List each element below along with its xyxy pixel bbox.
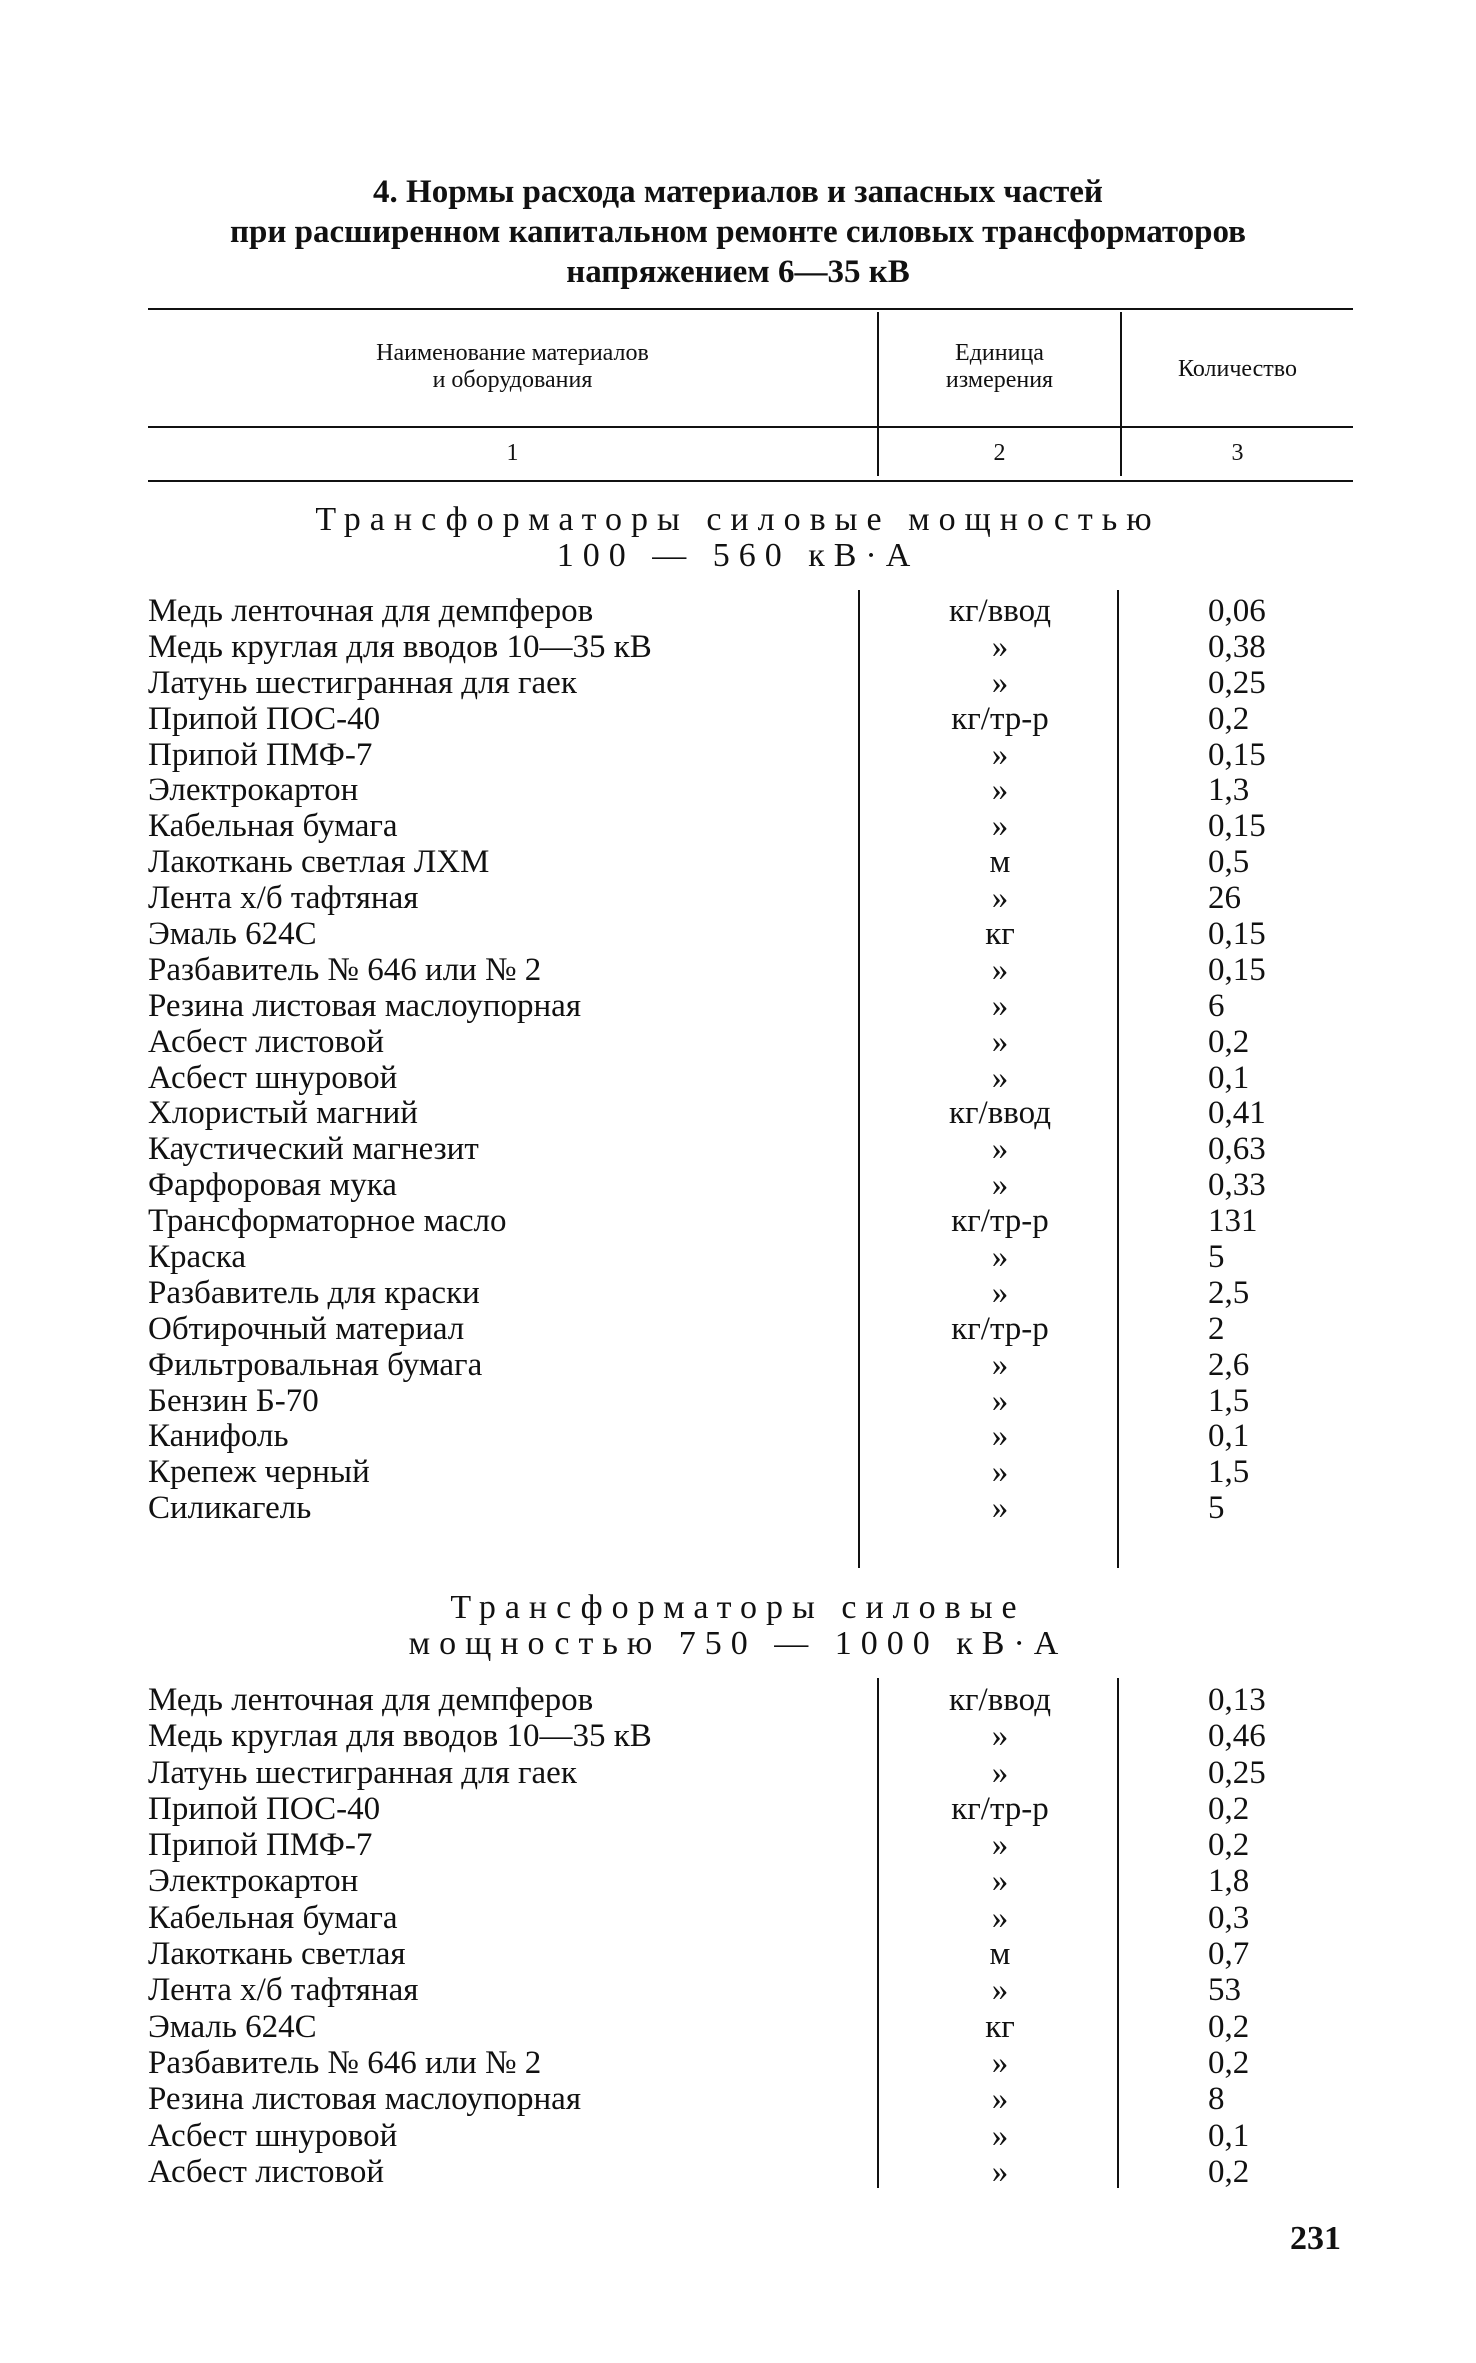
quantity-cell: 0,33 [1208,1167,1266,1204]
unit-cell: » [991,808,1009,845]
quantity-cell: 0,15 [1208,951,1266,988]
material-name-cell: Асбест шнуровой [148,2117,398,2154]
unit-cell: кг/ввод [948,593,1051,629]
quantity-cell: 0,2 [1208,2153,1250,2190]
table-row [148,1203,1353,1239]
unit-cell: » [991,1167,1009,1204]
unit-cell: » [991,1972,1009,2009]
material-name-cell: Фарфоровая мука [148,1167,397,1204]
header-col-name-line-2: и оборудования [432,367,593,393]
table-row [148,1454,1353,1490]
material-name-cell: Резина листовая маслоупорная [148,987,582,1024]
quantity-cell: 0,2 [1208,2044,1250,2081]
unit-cell: » [991,1863,1009,1900]
unit-cell: » [991,2081,1009,2118]
table-row [148,1718,1353,1754]
table-row [148,916,1353,952]
quantity-cell: 6 [1208,987,1225,1024]
table-row [148,665,1353,701]
material-name-cell: Разбавитель для краски [148,1274,480,1311]
table-row [148,737,1353,773]
unit-cell: » [991,987,1009,1024]
quantity-cell: 0,2 [1208,700,1250,737]
unit-cell: кг/тр-р [951,1310,1049,1347]
quantity-cell: 0,3 [1208,1899,1250,1936]
material-name-cell: Хлористый магний [148,1095,418,1132]
unit-cell: » [991,1274,1009,1311]
table-row [148,1275,1353,1311]
table-row [148,2081,1353,2117]
table-title [0,172,1476,292]
table-row [148,1936,1353,1972]
table-row [148,772,1353,808]
table-row [148,2009,1353,2045]
material-name-cell: Резина листовая маслоупорная [148,2081,582,2118]
title-line-2: при расширенном капитальном ремонте силовых трансформаторов [230,214,1246,250]
unit-cell: » [991,1454,1009,1491]
page-number: 231 [1290,2220,1341,2257]
header-col-unit-line-1: Единица [955,340,1044,366]
material-name-cell: Припой ПМФ-7 [148,736,373,773]
table-row [148,1167,1353,1203]
unit-cell: кг/ввод [948,1095,1051,1132]
section-heading-2 [0,1590,1476,1662]
section-heading-1 [0,502,1476,574]
table-row [148,1383,1353,1419]
table-row [148,1490,1353,1526]
material-name-cell: Трансформаторное масло [148,1203,507,1240]
unit-cell: » [991,2044,1009,2081]
unit-cell: » [991,772,1009,809]
table-row [148,1131,1353,1167]
unit-cell: » [991,1023,1009,1060]
unit-cell: » [991,1131,1009,1168]
unit-cell: » [991,2153,1009,2190]
quantity-cell: 0,15 [1208,916,1266,953]
header-top-rule [148,308,1353,310]
section-heading-1-line-1: Трансформаторы силовые мощностью [315,501,1161,538]
unit-cell: » [991,1899,1009,1936]
quantity-cell: 1,5 [1208,1382,1250,1419]
quantity-cell: 0,63 [1208,1131,1266,1168]
material-name-cell: Асбест шнуровой [148,1059,398,1096]
material-name-cell: Припой ПОС-40 [148,700,381,737]
table-row [148,1863,1353,1899]
quantity-cell: 2,5 [1208,1274,1250,1311]
unit-cell: кг [985,916,1015,953]
unit-cell: » [991,1490,1009,1527]
table-row [148,844,1353,880]
header-col-name [148,340,877,394]
quantity-cell: 0,25 [1208,1754,1266,1791]
header-col-unit [879,340,1120,394]
unit-cell: кг/тр-р [951,1790,1049,1827]
quantity-cell: 1,8 [1208,1863,1250,1900]
material-name-cell: Бензин Б-70 [148,1382,319,1419]
unit-cell: » [991,736,1009,773]
unit-cell: м [989,844,1011,881]
section-1-rows [148,593,1353,1526]
title-line-3: напряжением 6—35 кВ [566,254,910,290]
header-num-3: 3 [1231,440,1244,466]
material-name-cell: Лакоткань светлая ЛХМ [148,844,490,881]
table-row [148,2045,1353,2081]
material-name-cell: Медь круглая для вводов 10—35 кВ [148,1718,652,1755]
table-row [148,1755,1353,1791]
table-row [148,593,1353,629]
table-row [148,701,1353,737]
material-name-cell: Лента х/б тафтяная [148,1972,419,2009]
table-row [148,1347,1353,1383]
unit-cell: м [989,1936,1011,1973]
material-name-cell: Электрокартон [148,772,359,809]
unit-cell: » [991,1418,1009,1455]
table-row [148,988,1353,1024]
table-row [148,1095,1353,1131]
header-col-unit-line-2: измерения [945,367,1054,393]
quantity-cell: 0,41 [1208,1095,1266,1132]
quantity-cell: 0,13 [1208,1682,1266,1718]
quantity-cell: 0,2 [1208,2008,1250,2045]
material-name-cell: Канифоль [148,1418,289,1455]
material-name-cell: Кабельная бумага [148,808,398,845]
quantity-cell: 1,5 [1208,1454,1250,1491]
quantity-cell: 5 [1208,1239,1225,1276]
material-name-cell: Обтирочный материал [148,1310,465,1347]
quantity-cell: 0,06 [1208,593,1266,629]
material-name-cell: Припой ПМФ-7 [148,1827,373,1864]
quantity-cell: 0,7 [1208,1936,1250,1973]
table-row [148,952,1353,988]
quantity-cell: 0,46 [1208,1718,1266,1755]
quantity-cell: 131 [1208,1203,1258,1240]
header-col-name-line-1: Наименование материалов [376,340,649,366]
material-name-cell: Лента х/б тафтяная [148,880,419,917]
table-row [148,2154,1353,2190]
material-name-cell: Лакоткань светлая [148,1936,406,1973]
quantity-cell: 0,1 [1208,2117,1250,2154]
quantity-cell: 0,1 [1208,1059,1250,1096]
table-row [148,1239,1353,1275]
material-name-cell: Асбест листовой [148,1023,384,1060]
quantity-cell: 0,2 [1208,1827,1250,1864]
unit-cell: » [991,1059,1009,1096]
table-row [148,629,1353,665]
material-name-cell: Краска [148,1239,246,1276]
quantity-cell: 0,5 [1208,844,1250,881]
section-heading-1-line-2: 100 — 560 кВ·А [556,537,920,574]
quantity-cell: 0,2 [1208,1790,1250,1827]
unit-cell: » [991,1346,1009,1383]
material-name-cell: Латунь шестигранная для гаек [148,1754,577,1791]
header-col-qty: Количество [1178,356,1297,382]
quantity-cell: 2,6 [1208,1346,1250,1383]
quantity-cell: 1,3 [1208,772,1250,809]
quantity-cell: 0,1 [1208,1418,1250,1455]
unit-cell: кг/тр-р [951,1203,1049,1240]
section-2-rows [148,1682,1353,2190]
unit-cell: » [991,1382,1009,1419]
unit-cell: » [991,1754,1009,1791]
unit-cell: » [991,628,1009,665]
quantity-cell: 5 [1208,1490,1225,1527]
table-row [148,1972,1353,2008]
header-num-2: 2 [993,440,1006,466]
unit-cell: » [991,1827,1009,1864]
material-name-cell: Крепеж черный [148,1454,370,1491]
table-row [148,1024,1353,1060]
material-name-cell: Медь ленточная для демпферов [148,1682,594,1718]
table-row [148,2118,1353,2154]
unit-cell: кг [985,2008,1015,2045]
unit-cell: кг/тр-р [951,700,1049,737]
material-name-cell: Разбавитель № 646 или № 2 [148,951,542,988]
table-row [148,1311,1353,1347]
material-name-cell: Фильтровальная бумага [148,1346,483,1383]
quantity-cell: 0,15 [1208,808,1266,845]
material-name-cell: Электрокартон [148,1863,359,1900]
section-heading-2-line-2: мощностью 750 — 1000 кВ·А [408,1625,1068,1662]
material-name-cell: Эмаль 624С [148,2008,317,2045]
header-num-1: 1 [506,440,519,466]
title-line-1: 4. Нормы расхода материалов и запасных частей [373,174,1103,210]
unit-cell: » [991,1239,1009,1276]
table-row [148,1060,1353,1096]
header-bottom-rule [148,480,1353,482]
table-row [148,1418,1353,1454]
table-row [148,1791,1353,1827]
quantity-cell: 0,15 [1208,736,1266,773]
quantity-cell: 26 [1208,880,1241,917]
table-row [148,880,1353,916]
material-name-cell: Силикагель [148,1490,312,1527]
section-heading-2-line-1: Трансформаторы силовые [450,1589,1026,1626]
material-name-cell: Кабельная бумага [148,1899,398,1936]
quantity-cell: 0,38 [1208,628,1266,665]
table-row [148,1682,1353,1718]
unit-cell: кг/ввод [948,1682,1051,1718]
material-name-cell: Каустический магнезит [148,1131,479,1168]
unit-cell: » [991,880,1009,917]
material-name-cell: Разбавитель № 646 или № 2 [148,2044,542,2081]
quantity-cell: 53 [1208,1972,1241,2009]
header-middle-rule [148,426,1353,428]
material-name-cell: Медь круглая для вводов 10—35 кВ [148,628,652,665]
table-row [148,1900,1353,1936]
quantity-cell: 0,2 [1208,1023,1250,1060]
unit-cell: » [991,951,1009,988]
material-name-cell: Медь ленточная для демпферов [148,593,594,629]
material-name-cell: Эмаль 624С [148,916,317,953]
quantity-cell: 0,25 [1208,664,1266,701]
material-name-cell: Припой ПОС-40 [148,1790,381,1827]
material-name-cell: Асбест листовой [148,2153,384,2190]
table-row [148,808,1353,844]
table-row [148,1827,1353,1863]
material-name-cell: Латунь шестигранная для гаек [148,664,577,701]
quantity-cell: 8 [1208,2081,1225,2118]
quantity-cell: 2 [1208,1310,1225,1347]
unit-cell: » [991,664,1009,701]
unit-cell: » [991,2117,1009,2154]
unit-cell: » [991,1718,1009,1755]
